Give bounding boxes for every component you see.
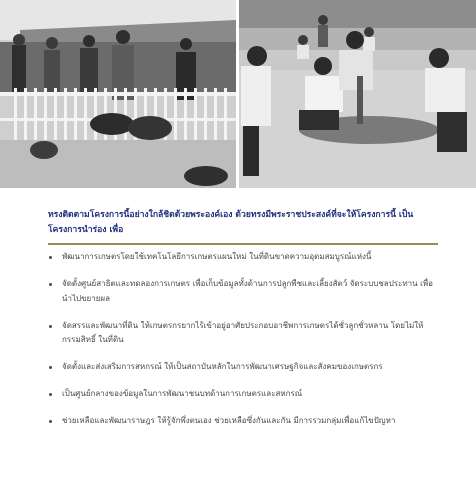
list-item [48, 319, 440, 348]
photo-pig-pen [0, 0, 236, 188]
list-item-text: ช่วยเหลือและพัฒนาราษฎร ให้รู้จักพึ่งตนเอง ช่วยเหลือซึ่งกันและกัน มีการรวมกลุ่มเพื่อแก้ไขปัญหา [62, 416, 396, 425]
photo-digging-image [239, 0, 476, 188]
list-item-text: พัฒนาการเกษตรโดยใช้เทคโนโลยีการเกษตรแผนใหม่ ในที่ดินขาดความอุดมสมบูรณ์แห่งนี้ [62, 252, 372, 261]
list-item-text: จัดสรรและพัฒนาที่ดิน ให้เกษตรกรยากไร้เข้าอยู่อาศัยประกอบอาชีพการเกษตรได้ชั่วลูกชั่วหลาน โดยไม่ให้กรรมสิทธิ์ ในที่ดิน [62, 320, 424, 344]
photo-digging [239, 0, 476, 188]
photo-strip [0, 0, 476, 190]
bullet-icon [49, 393, 52, 396]
list-item-text: จัดตั้งและส่งเสริมการสหกรณ์ ให้เป็นสถาบันหลักในการพัฒนาเศรษฐกิจและสังคมของเกษตรกร [62, 362, 383, 371]
bullet-icon [49, 283, 52, 286]
list-item [48, 277, 440, 306]
bullet-icon [49, 420, 52, 423]
list-item [48, 387, 440, 402]
list-item [48, 360, 440, 375]
objectives-list [48, 250, 440, 441]
list-item-text: จัดตั้งศูนย์สาธิตและทดลองการเกษตร เพื่อเก็บข้อมูลทั้งด้านการปลูกพืชและเลี้ยงสัตว์ จัดระบบชลประทาน เพื่อนำไปขยายผล [62, 279, 433, 303]
heading-divider [48, 243, 438, 245]
list-item [48, 414, 440, 429]
bullet-icon [49, 325, 52, 328]
section-heading: ทรงติดตามโครงการนี้อย่างใกล้ชิดด้วยพระองค์เอง ด้วยทรงมีพระราชประสงค์ที่จะให้โครงการนี้ เป็นโครงการนำร่อง เพื่อ [48, 210, 414, 235]
list-item-text: เป็นศูนย์กลางของข้อมูลในการพัฒนาชนบทด้านการเกษตรและสหกรณ์ [62, 389, 303, 398]
bullet-icon [49, 256, 52, 259]
list-item [48, 250, 440, 265]
bullet-icon [49, 366, 52, 369]
photo-pig-pen-image [0, 0, 236, 188]
